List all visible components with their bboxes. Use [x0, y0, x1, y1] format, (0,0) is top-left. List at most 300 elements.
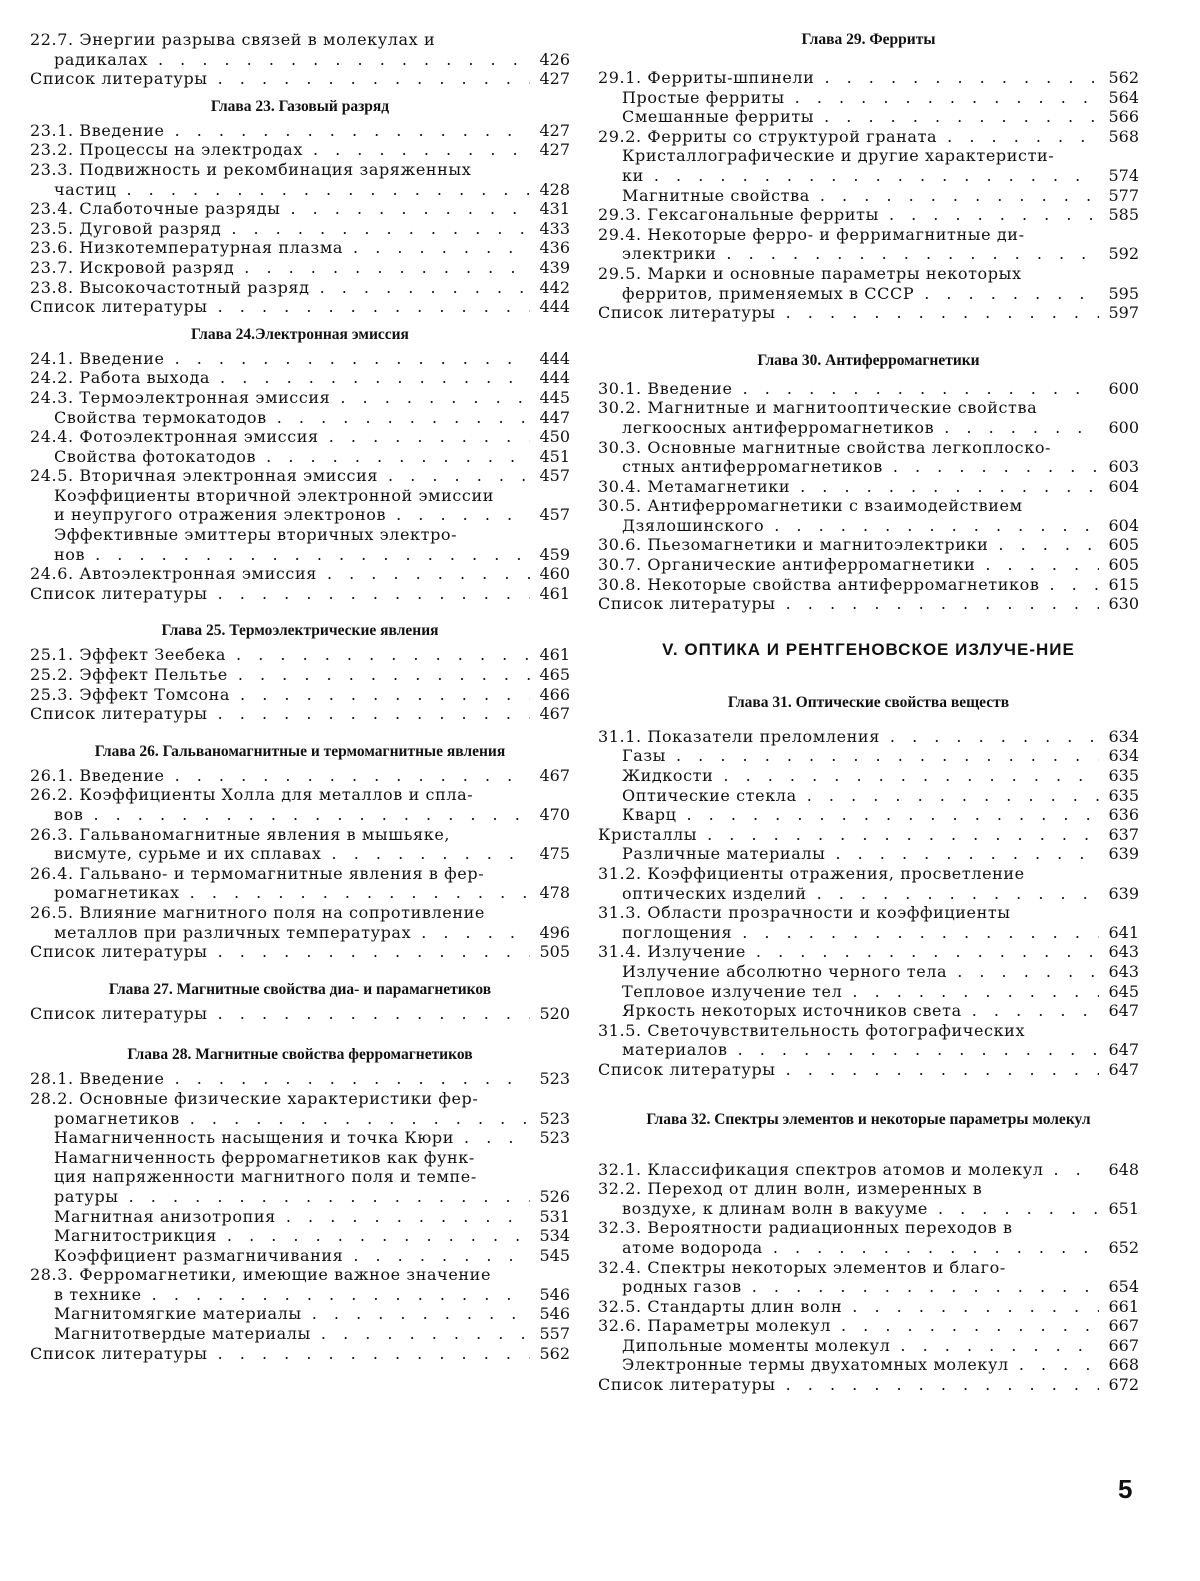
toc-entry	[598, 1238, 1139, 1258]
toc-entry-title: 23.1. Введение	[30, 120, 165, 140]
toc-entry-title: 29.3. Гексагональные ферриты	[598, 205, 879, 225]
toc-entry-page: 534	[539, 1226, 570, 1246]
page-number: 5	[1118, 1474, 1133, 1504]
chapter-heading: Глава 30. Антиферромагнетики	[757, 351, 980, 369]
toc-entry-title: Различные материалы	[622, 844, 826, 864]
toc-entry	[30, 704, 570, 724]
toc-entry	[598, 1040, 1139, 1060]
toc-entry	[30, 1207, 570, 1227]
toc-entry-title: Список литературы	[30, 942, 208, 962]
chapter-heading: Глава 24.Электронная эмиссия	[191, 325, 409, 343]
toc-entry-page: 427	[539, 140, 570, 160]
toc-entry-title: 26.3. Гальваномагнитные явления в мышьяке,	[30, 824, 451, 844]
toc-entry	[30, 297, 570, 317]
toc-entry	[30, 1344, 570, 1364]
toc-entry-page: 615	[1108, 574, 1139, 594]
toc-left-column	[30, 30, 570, 1363]
toc-entry-page: 478	[539, 883, 570, 903]
toc-entry-title: ромагнетиков	[54, 1108, 180, 1128]
toc-entry	[598, 1297, 1139, 1317]
toc-entry-title: нов	[54, 544, 86, 564]
toc-entry-page: 450	[539, 427, 570, 447]
toc-entry-page: 461	[539, 583, 570, 603]
toc-entry-page: 636	[1108, 805, 1139, 825]
toc-entry	[30, 50, 570, 70]
toc-entry	[30, 447, 570, 467]
toc-entry-title: 28.1. Введение	[30, 1069, 165, 1089]
toc-entry-page: 562	[539, 1343, 570, 1363]
toc-entry-page: 439	[539, 257, 570, 277]
toc-entry-title: Магнитомягкие материалы	[54, 1304, 302, 1324]
toc-entry-title: 25.2. Эффект Пельтье	[30, 665, 228, 685]
toc-entry-page: 654	[1108, 1277, 1139, 1297]
toc-entry-title: 30.4. Метамагнетики	[598, 476, 791, 496]
toc-entry	[598, 457, 1139, 477]
toc-entry	[598, 864, 1139, 884]
toc-entry	[598, 438, 1139, 458]
toc-entry-page: 523	[539, 1108, 570, 1128]
toc-entry-page: 427	[539, 120, 570, 140]
chapter-heading: Глава 29. Ферриты	[801, 31, 936, 48]
toc-entry	[30, 1265, 570, 1285]
toc-entry	[598, 805, 1139, 825]
toc-entry	[30, 665, 570, 685]
toc-entry	[30, 1148, 570, 1168]
toc-entry	[598, 1160, 1139, 1180]
toc-entry-title: 30.1. Введение	[598, 378, 733, 398]
toc-entry-title: 26.4. Гальвано- и термомагнитные явления в фер-	[30, 863, 485, 883]
toc-entry	[598, 496, 1139, 516]
toc-entry-page: 467	[539, 765, 570, 785]
toc-entry-title: Список литературы	[598, 1059, 776, 1079]
toc-entry-title: родных газов	[622, 1277, 742, 1297]
toc-entry-title: Список литературы	[30, 1343, 208, 1363]
toc-entry-page: 574	[1108, 165, 1139, 185]
toc-entry	[30, 1285, 570, 1305]
toc-entry	[30, 942, 570, 962]
toc-entry	[30, 864, 570, 884]
toc-entry	[30, 427, 570, 447]
toc-entry	[598, 264, 1139, 284]
toc-entry-title: 23.8. Высокочастотный разряд	[30, 277, 310, 297]
toc-entry-title: 25.1. Эффект Зеебека	[30, 645, 227, 665]
toc-entry-page: 445	[539, 387, 570, 407]
toc-entry	[30, 466, 570, 486]
toc-entry-title: ферритов, применяемых в СССР	[622, 283, 915, 303]
toc-entry	[598, 516, 1139, 536]
toc-entry	[30, 486, 570, 506]
toc-entry-page: 562	[1108, 68, 1139, 87]
toc-entry	[30, 645, 570, 665]
toc-entry	[598, 68, 1139, 88]
toc-entry-page: 460	[539, 564, 570, 584]
toc-entry-page: 630	[1108, 594, 1139, 614]
toc-entry-title: 24.4. Фотоэлектронная эмиссия	[30, 427, 319, 447]
toc-entry-title: Список литературы	[598, 303, 776, 323]
toc-entry-page: 639	[1108, 883, 1139, 903]
toc-entry	[598, 727, 1139, 747]
toc-entry	[598, 166, 1139, 186]
toc-entry-title: 23.3. Подвижность и рекомбинация заряженных	[30, 159, 472, 179]
chapter-heading: Глава 32. Спектры элементов и некоторые параметры молекул	[646, 1110, 1091, 1128]
chapter-heading: Глава 28. Магнитные свойства ферромагнетиков	[127, 1046, 473, 1064]
toc-entry-page: 645	[1108, 981, 1139, 1001]
toc-entry	[30, 349, 570, 369]
toc-entry-page: 643	[1108, 942, 1139, 962]
toc-right-column	[598, 30, 1139, 1395]
toc-entry	[598, 923, 1139, 943]
toc-entry-title: 24.3. Термоэлектронная эмиссия	[30, 387, 331, 407]
toc-entry-page: 637	[1108, 824, 1139, 844]
toc-entry-page: 526	[539, 1186, 570, 1206]
toc-entry-page: 470	[539, 805, 570, 824]
toc-entry	[598, 244, 1139, 264]
toc-entry-page: 531	[539, 1206, 570, 1226]
toc-entry-title: 24.1. Введение	[30, 348, 165, 368]
toc-entry-title: 23.2. Процессы на электродах	[30, 140, 303, 160]
toc-entry-title: Магнитострикция	[54, 1226, 217, 1246]
toc-entry-title: Список литературы	[598, 1375, 776, 1395]
toc-entry-title: 32.5. Стандарты длин волн	[598, 1296, 843, 1316]
toc-entry-title: Свойства термокатодов	[54, 407, 267, 427]
toc-entry-title: Магнитная анизотропия	[54, 1206, 276, 1226]
toc-entry	[30, 258, 570, 278]
toc-entry-title: Намагниченность ферромагнетиков как функ-	[54, 1147, 475, 1167]
toc-entry	[598, 594, 1139, 614]
toc-entry-title: вов	[54, 805, 84, 824]
toc-entry-page: 442	[539, 277, 570, 297]
toc-entry	[598, 825, 1139, 845]
toc-entry-title: Список литературы	[30, 69, 208, 89]
toc-entry-title: Электронные термы двухатомных молекул	[622, 1355, 1009, 1375]
toc-entry-title: материалов	[622, 1040, 728, 1060]
toc-entry-title: Смешанные ферриты	[622, 107, 815, 127]
toc-entry-page: 595	[1108, 283, 1139, 303]
toc-entry-title: 32.1. Классификация спектров атомов и молекул	[598, 1159, 1044, 1179]
toc-entry-page: 566	[1108, 107, 1139, 127]
toc-entry	[598, 575, 1139, 595]
toc-entry-title: 24.5. Вторичная электронная эмиссия	[30, 466, 379, 486]
toc-entry	[30, 1324, 570, 1344]
toc-entry-title: 32.3. Вероятности радиационных переходов в	[598, 1218, 1013, 1238]
toc-entry-page: 496	[539, 922, 570, 942]
toc-entry-page: 428	[539, 179, 570, 199]
toc-entry-title: 23.7. Искровой разряд	[30, 257, 235, 277]
toc-entry-title: 30.3. Основные магнитные свойства легкоплоско-	[598, 437, 1052, 457]
chapter-heading: Глава 27. Магнитные свойства диа- и парамагнетиков	[108, 980, 492, 998]
toc-entry-title: 32.2. Переход от длин волн, измеренных в	[598, 1179, 983, 1199]
toc-entry	[598, 1199, 1139, 1219]
toc-entry-title: Коэффициенты вторичной электронной эмиссии	[54, 485, 495, 505]
toc-entry	[30, 368, 570, 388]
toc-entry-title: Магнитотвердые материалы	[54, 1324, 311, 1344]
toc-entry-title: Список литературы	[30, 1003, 208, 1023]
toc-entry-title: воздухе, к длинам волн в вакууме	[622, 1198, 928, 1218]
toc-entry-title: Список литературы	[30, 583, 208, 603]
toc-entry-title: 31.5. Светочувствительность фотографических	[598, 1020, 1026, 1040]
toc-entry-page: 634	[1108, 746, 1139, 766]
toc-entry-page: 577	[1108, 185, 1139, 205]
toc-entry-title: Кристаллографические и другие характеристи-	[622, 146, 1055, 166]
toc-entry-page: 457	[539, 466, 570, 486]
toc-entry-title: 26.5. Влияние магнитного поля на сопротивление	[30, 902, 485, 922]
toc-entry	[598, 884, 1139, 904]
toc-entry	[30, 883, 570, 903]
chapter-heading: Глава 26. Гальваномагнитные и термомагнитные явления	[94, 742, 506, 760]
toc-entry-title: стных антиферромагнетиков	[622, 457, 883, 477]
toc-entry	[30, 408, 570, 428]
toc-entry-title: 29.2. Ферриты со структурой граната	[598, 126, 938, 146]
toc-entry	[30, 30, 570, 50]
toc-entry	[598, 379, 1139, 399]
toc-entry-title: радикалах	[54, 49, 148, 69]
toc-entry-page: 648	[1108, 1159, 1139, 1179]
toc-entry-page: 523	[539, 1069, 570, 1089]
toc-entry-title: в технике	[54, 1284, 142, 1304]
toc-entry-title: 22.7. Энергии разрыва связей в молекулах и	[30, 30, 436, 49]
toc-entry-page: 635	[1108, 766, 1139, 786]
toc-entry-page: 634	[1108, 726, 1139, 746]
toc-entry	[30, 180, 570, 200]
toc-entry	[30, 238, 570, 258]
toc-entry	[30, 69, 570, 89]
toc-entry	[598, 903, 1139, 923]
toc-entry-title: Газы	[622, 746, 666, 766]
part-heading: V. ОПТИКА И РЕНТГЕНОВСКОЕ ИЗЛУЧЕ-НИЕ	[662, 639, 1075, 659]
toc-entry-page: 426	[539, 49, 570, 69]
toc-entry-title: Коэффициент размагничивания	[54, 1245, 344, 1265]
toc-entry-page: 546	[539, 1284, 570, 1304]
toc-entry-page: 465	[539, 665, 570, 685]
toc-entry-title: 30.8. Некоторые свойства антиферромагнетиков	[598, 574, 1040, 594]
toc-entry-title: ратуры	[54, 1186, 119, 1206]
toc-entry	[598, 107, 1139, 127]
toc-entry-title: Список литературы	[30, 297, 208, 317]
toc-entry-page: 661	[1108, 1296, 1139, 1316]
toc-entry	[598, 982, 1139, 1002]
toc-entry-title: 26.1. Введение	[30, 765, 165, 785]
toc-entry-page: 605	[1108, 555, 1139, 575]
toc-entry-title: 30.5. Антиферромагнетики с взаимодействием	[598, 496, 1023, 516]
toc-entry	[30, 1304, 570, 1324]
toc-entry-page: 433	[539, 218, 570, 238]
toc-entry-title: Кристаллы	[598, 824, 698, 844]
toc-entry-title: Намагниченность насыщения и точка Кюри	[54, 1128, 455, 1148]
toc-entry-page: 600	[1108, 417, 1139, 437]
toc-entry-page: 651	[1108, 1198, 1139, 1218]
toc-entry-title: атоме водорода	[622, 1237, 763, 1257]
toc-entry-title: Оптические стекла	[622, 785, 797, 805]
toc-entry-title: оптических изделий	[622, 883, 807, 903]
toc-entry	[30, 1246, 570, 1266]
toc-entry-title: висмуте, сурьме и их сплавах	[54, 844, 322, 864]
toc-entry-page: 520	[539, 1003, 570, 1023]
toc-entry	[30, 1004, 570, 1024]
toc-entry-page: 667	[1108, 1335, 1139, 1355]
toc-entry	[30, 525, 570, 545]
toc-entry	[598, 284, 1139, 304]
toc-entry	[30, 199, 570, 219]
toc-entry-page: 461	[539, 645, 570, 665]
toc-entry-title: 25.3. Эффект Томсона	[30, 684, 231, 704]
toc-entry	[30, 825, 570, 845]
toc-entry-title: Магнитные свойства	[622, 185, 810, 205]
toc-entry-page: 447	[539, 407, 570, 427]
toc-entry	[598, 942, 1139, 962]
toc-entry	[598, 186, 1139, 206]
toc-entry-page: 459	[539, 544, 570, 564]
toc-entry-page: 635	[1108, 785, 1139, 805]
toc-entry-title: 30.7. Органические антиферромагнетики	[598, 555, 976, 575]
toc-entry-title: металлов при различных температурах	[54, 922, 412, 942]
toc-entry	[30, 1226, 570, 1246]
toc-entry-title: легкоосных антиферромагнетиков	[622, 417, 935, 437]
toc-entry	[30, 1069, 570, 1089]
toc-entry-page: 436	[539, 238, 570, 258]
toc-entry-title: 23.6. Низкотемпературная плазма	[30, 238, 344, 258]
toc-entry-page: 557	[539, 1324, 570, 1344]
chapter-heading: Глава 25. Термоэлектрические явления	[161, 622, 439, 640]
toc-entry	[598, 1258, 1139, 1278]
toc-entry-title: 28.3. Ферромагнетики, имеющие важное значение	[30, 1265, 492, 1285]
toc-entry	[30, 1128, 570, 1148]
toc-entry	[598, 127, 1139, 147]
toc-entry-title: Дипольные моменты молекул	[622, 1335, 891, 1355]
toc-entry-title: Излучение абсолютно черного тела	[622, 961, 948, 981]
toc-entry-page: 523	[539, 1128, 570, 1148]
toc-entry	[30, 844, 570, 864]
toc-entry-page: 639	[1108, 844, 1139, 864]
toc-entry	[598, 844, 1139, 864]
toc-entry	[598, 146, 1139, 166]
toc-entry-title: ки	[622, 165, 644, 185]
chapter-heading: Глава 23. Газовый разряд	[210, 97, 390, 115]
toc-entry-title: поглощения	[622, 922, 733, 942]
toc-entry	[30, 1109, 570, 1129]
toc-entry	[598, 535, 1139, 555]
toc-entry-page: 647	[1108, 1001, 1139, 1021]
toc-entry-title: 26.2. Коэффициенты Холла для металлов и спла-	[30, 785, 474, 805]
toc-entry-title: 24.2. Работа выхода	[30, 368, 211, 388]
toc-entry-page: 597	[1108, 303, 1139, 323]
toc-entry-title: и неупругого отражения электронов	[54, 505, 387, 525]
toc-entry	[598, 786, 1139, 806]
toc-entry	[30, 923, 570, 943]
toc-entry	[30, 903, 570, 923]
toc-entry	[30, 564, 570, 584]
toc-entry	[598, 962, 1139, 982]
toc-entry	[598, 303, 1139, 323]
toc-entry-page: 444	[539, 348, 570, 368]
toc-entry-page: 604	[1108, 476, 1139, 496]
toc-entry-page: 431	[539, 199, 570, 219]
toc-entry	[30, 140, 570, 160]
toc-entry-title: Тепловое излучение тел	[622, 981, 843, 1001]
toc-entry	[598, 1218, 1139, 1238]
toc-entry	[598, 766, 1139, 786]
chapter-heading: Глава 31. Оптические свойства веществ	[727, 693, 1010, 711]
toc-entry	[598, 205, 1139, 225]
toc-entry	[598, 1277, 1139, 1297]
toc-entry	[30, 1089, 570, 1109]
toc-entry-title: 31.3. Области прозрачности и коэффициенты	[598, 903, 1011, 923]
toc-entry-page: 667	[1108, 1316, 1139, 1336]
toc-entry-page: 604	[1108, 515, 1139, 535]
toc-entry	[30, 160, 570, 180]
toc-entry-title: Жидкости	[622, 766, 714, 786]
toc-entry	[598, 477, 1139, 497]
toc-entry-title: ция напряженности магнитного поля и темпе-	[54, 1167, 477, 1187]
toc-entry	[598, 1316, 1139, 1336]
toc-entry	[598, 555, 1139, 575]
toc-entry	[598, 418, 1139, 438]
toc-entry-title: 31.2. Коэффициенты отражения, просветление	[598, 864, 1025, 883]
toc-entry	[598, 1001, 1139, 1021]
toc-entry	[30, 278, 570, 298]
toc-entry-title: Кварц	[622, 805, 677, 825]
toc-entry-page: 466	[539, 684, 570, 704]
toc-entry-page: 444	[539, 368, 570, 388]
toc-entry	[598, 1355, 1139, 1375]
toc-entry-title: 29.1. Ферриты-шпинели	[598, 68, 815, 87]
toc-entry-page: 546	[539, 1304, 570, 1324]
toc-entry	[30, 584, 570, 604]
toc-entry-title: 29.5. Марки и основные параметры некоторых	[598, 263, 1022, 283]
toc-entry-title: Список литературы	[30, 704, 208, 724]
toc-entry-title: 30.2. Магнитные и магнитооптические свойства	[598, 398, 1038, 418]
toc-entry-page: 457	[539, 505, 570, 525]
toc-entry-title: 31.1. Показатели преломления	[598, 726, 880, 746]
toc-entry	[30, 805, 570, 825]
toc-entry-page: 592	[1108, 244, 1139, 264]
toc-entry-page: 475	[539, 844, 570, 864]
toc-entry-page: 652	[1108, 1237, 1139, 1257]
toc-entry	[30, 545, 570, 565]
toc-entry-title: 23.4. Слаботочные разряды	[30, 199, 281, 219]
toc-entry-title: 23.5. Дуговой разряд	[30, 218, 222, 238]
toc-entry-page: 647	[1108, 1059, 1139, 1079]
toc-entry	[598, 1060, 1139, 1080]
toc-entry-title: электрики	[622, 244, 717, 264]
toc-entry-page: 647	[1108, 1040, 1139, 1060]
toc-entry	[598, 225, 1139, 245]
toc-entry-page: 672	[1108, 1375, 1139, 1395]
toc-entry-page: 427	[539, 69, 570, 89]
toc-entry-title: ромагнетиках	[54, 883, 180, 903]
toc-entry-title: Дзялошинского	[622, 515, 765, 535]
toc-entry-title: 32.6. Параметры молекул	[598, 1316, 831, 1336]
toc-entry-page: 643	[1108, 961, 1139, 981]
toc-entry-title: Простые ферриты	[622, 87, 785, 107]
toc-entry	[598, 1021, 1139, 1041]
toc-entry-title: Список литературы	[598, 594, 776, 614]
toc-entry-page: 564	[1108, 87, 1139, 107]
toc-entry	[30, 505, 570, 525]
toc-entry-page: 505	[539, 942, 570, 962]
toc-entry-page: 603	[1108, 457, 1139, 477]
toc-entry-title: 29.4. Некоторые ферро- и ферримагнитные ди-	[598, 224, 1025, 244]
toc-entry-page: 585	[1108, 205, 1139, 225]
toc-entry-title: Свойства фотокатодов	[54, 446, 257, 466]
toc-entry	[598, 1336, 1139, 1356]
toc-entry-page: 545	[539, 1245, 570, 1265]
toc-entry-title: 31.4. Излучение	[598, 942, 746, 962]
toc-entry-title: 24.6. Автоэлектронная эмиссия	[30, 564, 317, 584]
toc-entry	[30, 121, 570, 141]
toc-entry	[598, 1179, 1139, 1199]
toc-entry-page: 668	[1108, 1355, 1139, 1375]
toc-entry	[30, 219, 570, 239]
